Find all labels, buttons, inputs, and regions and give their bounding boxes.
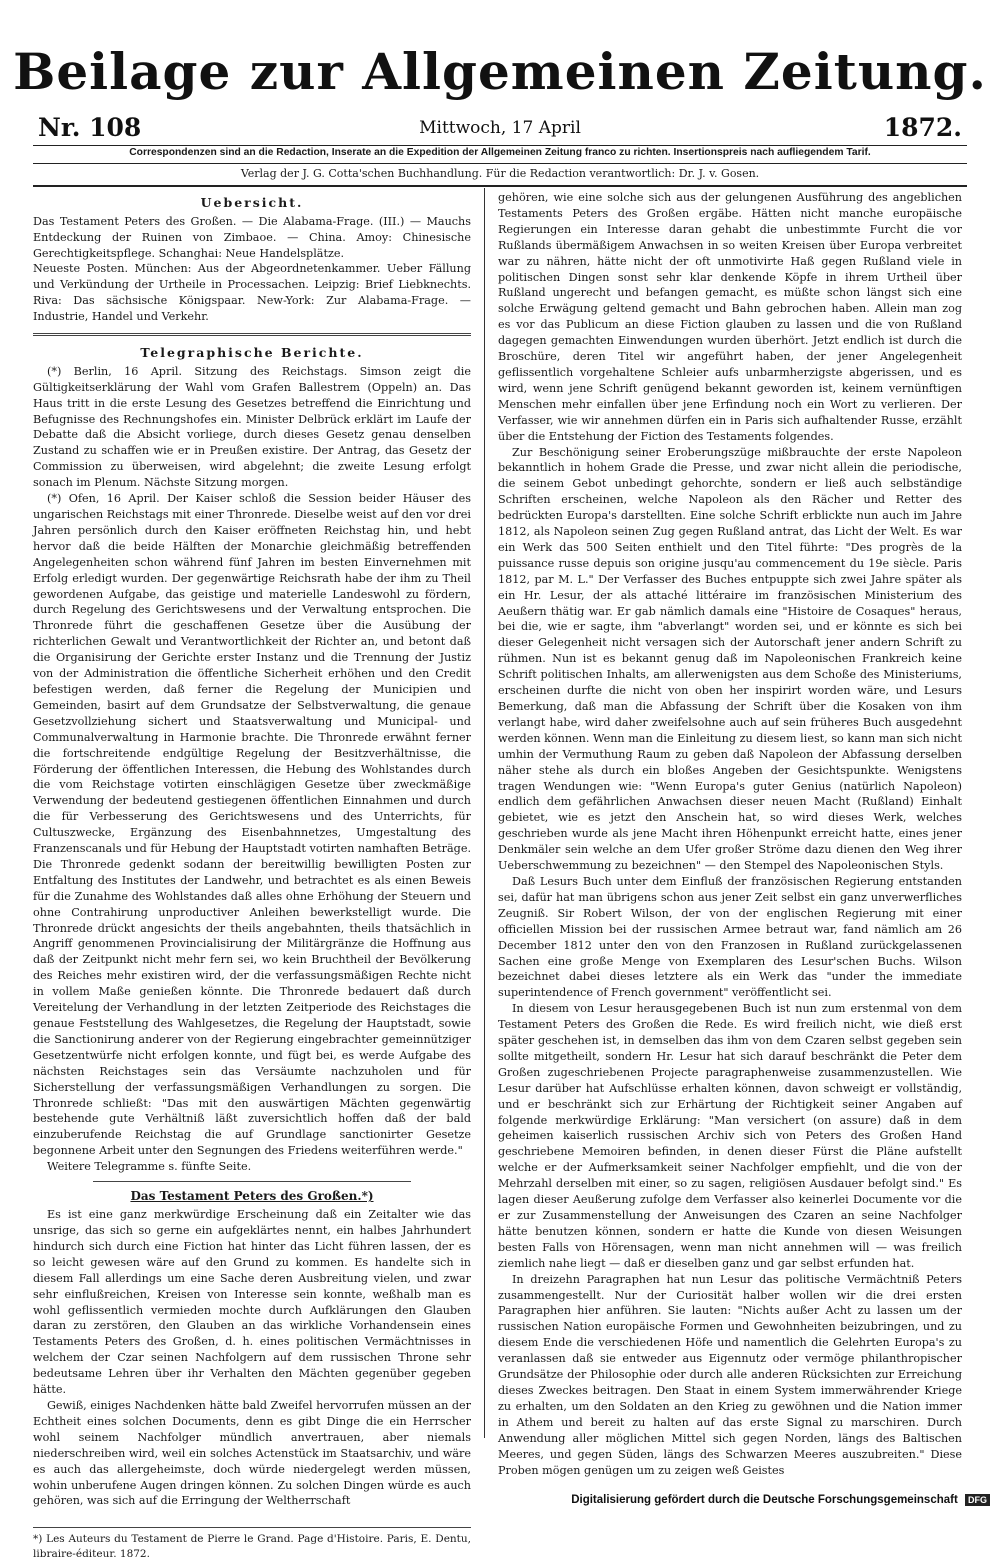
article-paragraph: In dreizehn Paragraphen hat nun Lesur das politische Vermächtniß Peters zusammengestellt. Nur der Curiosität halber wollen wir die drei ersten Paragraphen hier anführen. Sie lauten: "Nichts außer Acht zu lassen um der russischen Nation europäische Formen und Gewohnheiten beizubringen, und zu diesem Ende die verschiedenen Höfe und namentlich die Gelehrten Europa's zu veranlassen daß sie entweder aus Eigennutz oder vermöge philanthropischer Grundsätze der Philosophie oder durch alle anderen Rücksichten zur Erreichung dieses Zweckes beitragen. Den Staat in einem System immerwährender Kriege zu erhalten, um den Soldaten an den Krieg zu gewöhnen und die Nation immer in Athem und bereit zu halten auf das erste Signal zu marschiren. Durch Anwendung aller möglichen Mittel sich gegen Norden, längs des Baltischen Meeres, und gegen Süden, längs des Schwarzen Meeres auszubreiten." Diese Proben mögen genügen um zu zeigen weß Geistes — [498, 1272, 962, 1477]
publisher-line: Verlag der J. G. Cotta'schen Buchhandlung. Für die Redaction verantwortlich: Dr. J. v. Gosen. — [240, 167, 760, 180]
editorial-notice: Correspondenzen sind an die Redaction, Inserate an die Expedition der Allgemeinen Zeitung franco zu richten. Insertionspreis nach aufliegendem Tarif. — [129, 147, 871, 158]
article-paragraph: In diesem von Lesur herausgegebenen Buch ist nun zum erstenmal von dem Testament Peters des Großen die Rede. Es wird freilich nicht, wie dieß erst später geschehen ist, in demselben das ihm von dem Czaren selbst gegeben sein sollte mitgetheilt, sondern Hr. Lesur hat sich darauf beschränkt die Peter dem Großen zugeschriebenen Projecte paragraphenweise zusammenzustellen. Wie Lesur darüber hat Aufschlüsse erhalten können, davon schweigt er vollständig, und er beschränkt sich zur Erhärtung der Richtigkeit seiner Angaben auf folgende merkwürdige Erklärung: "Man versichert (on assure) daß in dem geheimen kaiserlich russischen Archiv sich von Peters des Großen Hand geschriebene Memoiren befinden, in denen dieser Fürst die Pläne aufstellt welche er der Aufmerksamkeit seiner Nachfolger empfiehlt, und die von der Mehrzahl derselben mit einer, so zu sagen, religiösen Ausdauer befolgt sind." Es lagen dieser Aeußerung zufolge dem Verfasser also keinerlei Documente vor die er zur Zusammenstellung der Anweisungen des Czaren an seine Nachfolger hätte benutzen können, sondern er hatte die Kunde von diesen Weisungen besten Falls von Hörensagen, wenn man nicht annehmen will — was freilich ziemlich nahe liegt — daß er dieselben ganz und gar selbst erfunden hat. — [498, 1002, 962, 1270]
header-rule — [33, 163, 967, 164]
article-paragraph: Daß Lesurs Buch unter dem Einfluß der französischen Regierung entstanden sei, dafür hat man übrigens schon aus jener Zeit selbst ein ganz unverwerfliches Zeugniß. Sir Robert Wilson, der von der englischen Regierung mit einer officiellen Mission bei der russischen Armee betraut war, fand nämlich am 26 December 1812 unter den von den Franzosen in Rußland zurückgelassenen Sachen eine große Menge von Exemplaren des Lesur'schen Buchs. Wilson bezeichnet dabei dieses letztere als ein Werk das "under the immediate superintendence of French government" veröffentlicht sei. — [498, 874, 962, 1000]
telegrams-heading: Telegraphische Berichte. — [140, 345, 364, 361]
header-rule — [33, 185, 967, 187]
left-column — [33, 190, 472, 1561]
header-rule — [33, 145, 967, 146]
issue-number: Nr. 108 — [38, 113, 142, 142]
column-divider — [484, 188, 485, 1438]
credit-text: Digitalisierung gefördert durch die Deutsche Forschungsgemeinschaft — [571, 1494, 958, 1506]
telegram-paragraph: (*) Berlin, 16 April. Sitzung des Reichstags. Simson zeigt die Gültigkeitserklärung der Wahl vom Grafen Ballestrem (Oppeln) an. Das Haus tritt in die erste Lesung des Gesetzes betreffend die Einrichtung und Befugnisse des Rechnungshofes ein. Minister Delbrück erklärt im Laufe der Debatte daß die Absicht vorliege, durch dieses Gesetz genau denselben Zustand zu schaffen wie er in Preußen existire. Der Antrag, das Gesetz der Commission zu überweisen, wird abgelehnt; die zweite Lesung erfolgt sonach im Plenum. Nächste Sitzung morgen. — [33, 364, 471, 490]
digitization-credit — [571, 1494, 990, 1506]
overview-section — [33, 194, 471, 325]
right-column — [498, 190, 962, 1477]
overview-text: Neueste Posten. München: Aus der Abgeordnetenkammer. Ueber Fällung und Verkündung der Urtheile in Processachen. Leipzig: Brief Liebknechts. Riva: Das sächsische Königspaar. New-York: Zur Alabama-Frage. — Industrie, Handel und Verkehr. — [33, 262, 471, 324]
article-paragraph: Gewiß, einiges Nachdenken hätte bald Zweifel hervorrufen müssen an der Echtheit eines solchen Documents, denn es gibt Dinge die ein Herrscher wohl seinem Nachfolger mündlich anvertrauen, aber niemals niederschreiben wird, weil ein solches Actenstück im Staatsarchiv, und wäre es auch das allergeheimste, doch würde niedergelegt werden müssen, wohin unberufene Augen dringen können. Zu solchen Dingen würde es auch gehören, was sich auf die Erringung der Weltherrschaft — [33, 1398, 471, 1508]
overview-heading: Uebersicht. — [200, 195, 304, 210]
article-paragraph: Es ist eine ganz merkwürdige Erscheinung daß ein Zeitalter wie das unsrige, das sich so gerne ein aufgeklärtes nennt, ein halbes Jahrhundert hindurch sich durch eine Fiction hat hinter das Licht führen lassen, der es so leicht gewesen wäre auf den Grund zu kommen. Es handelte sich in diesem Fall allerdings um eine Sache deren Ausbreitung vielen, und zwar sehr einflußreichen, Kreisen von Interesse sein konnte, weßhalb man es wohl geflissentlich vermieden mochte durch Aufklärungen den Glauben daran zu zerstören, den Glauben an das wirkliche Vorhandensein eines Testaments Peters des Großen, d. h. eines politischen Vermächtnisses in welchem der Czar seinen Nachfolgern auf dem russischen Throne sehr bedeutsame Lehren über ihr Verhalten den Mächten gegenüber gegeben hätte. — [33, 1208, 471, 1397]
issue-date: Mittwoch, 17 April — [419, 118, 581, 138]
section-divider — [93, 1181, 411, 1182]
footnote: *) Les Auteurs du Testament de Pierre le Grand. Page d'Histoire. Paris, E. Dentu, libraire-éditeur. 1872. — [33, 1527, 471, 1562]
article-heading: Das Testament Peters des Großen.*) — [130, 1189, 374, 1204]
masthead-title: Beilage zur Allgemeinen Zeitung. — [13, 42, 987, 101]
article-paragraph: gehören, wie eine solche sich aus der gelungenen Ausführung des angeblichen Testaments Peters des Großen ergäbe. Hätten nicht manche europäische Regierungen ein Interesse daran gehabt die unbestimmte Furcht die vor Rußlands übermäßigem Anwachsen in so weiten Kreisen über Europa verbreitet war zu nähren, hätte nicht der oft unmotivirte Haß gegen Rußland viele in politischen Dingen sonst sehr klar denkende Köpfe in ihrem Urtheil über Rußland ungerecht und befangen gemacht, es müßte schon längst sich eine solche Erwägung geltend gemacht und Bahn gebrochen haben. Allein man zog es vor das Publicum an diese Fiction glauben zu lassen und die von Rußland dagegen gemachten Einwendungen wurden überhört. Jetzt endlich ist durch die Broschüre, deren Titel wir angeführt haben, der jener Angelegenheit geflissentlich vorgehaltene Schleier aufs unbarmherzigste abgerissen, und es wird, wenn jene Schrift genügend bekannt geworden ist, keinem vernünftigen Menschen mehr einfallen über jene Erfindung noch ein Wort zu verlieren. Der Verfasser, wie wir annehmen dürfen ein in Paris sich aufhaltender Russe, erzählt über die Entstehung der Fiction des Testaments folgendes. — [498, 191, 962, 443]
telegram-paragraph: (*) Ofen, 16 April. Der Kaiser schloß die Session beider Häuser des ungarischen Reichstags mit einer Thronrede. Dieselbe weist auf den vor drei Jahren persönlich durch den Kaiser eröffneten Reichstag hin, und hebt hervor daß die beide Hälften der Monarchie gleichmäßig betreffenden Angelegenheiten schon während fünf Jahren im besten Einvernehmen mit Erfolg erledigt wurden. Der gegenwärtige Reichsrath habe der ihm zu Theil gewordenen Aufgabe, das geistige und materielle Landeswohl zu fördern, durch Regelung des Gerichtswesens und der Verwaltung entsprochen. Die Thronrede führt die geschaffenen Gesetze über die Ausübung der richterlichen Gewalt und Verantwortlichkeit der Richter an, und betont daß die Organisirung der Gerichte erster Instanz und die Trennung der Justiz von der Administration die öffentliche Sicherheit erhöhen und den Credit befestigen werden, daß ferner die Regelung der Municipien und Gemeinden, basirt auf dem Grundsatze der Selbstverwaltung, die genaue Gesetzvollziehung sichert und Staatsverwaltung und Municipal- und Communalverwaltung in Harmonie brachte. Die Thronrede erwähnt ferner die fortschreitende endgültige Regelung der Besitzverhältnisse, die Förderung der öffentlichen Interessen, die Hebung des Wohlstandes durch die vom Reichstage votirten einschlägigen Gesetze über zweckmäßige Verwendung der bedeutend gestiegenen öffentlichen Einnahmen und durch die für Verbesserung des Gerichtswesens und des Unterrichts, für Cultuszwecke, Ergänzung des Eisenbahnnetzes, Umgestaltung des Franzenscanals und für Hebung der Hauptstadt votirten namhaften Beträge. Die Thronrede gedenkt sodann der bereitwillig bewilligten Posten zur Entfaltung des Institutes der Landwehr, und betrachtet es als einen Beweis für die Zunahme des Wohlstandes daß alles ohne Erhöhung der Steuern und ohne Contrahirung unproductiver Anleihen bewerkstelligt wurde. Die Thronrede drückt angesichts der theils angebahnten, theils thatsächlich in Angriff genommenen Provincialisirung der Militärgränze die Hoffnung aus daß der Zeitpunkt nicht mehr fern sei, wo kein Bruchtheil der Bevölkerung des Reiches mehr existiren wird, der die verfassungsmäßigen Rechte nicht in vollem Maße genießen könnte. Die Thronrede bedauert daß durch Vereitelung der Verhandlung in der letzten Zeitperiode des Reichstages die genaue Feststellung des Wahlgesetzes, die Regelung der Hauptstadt, sowie die Sanctionirung anderer von der Regierung eingebrachter gemeinnütziger Gesetzentwürfe nicht erfolgen konnte, und fügt bei, es werde Aufgabe des nächsten Reichstages sein das Versäumte nachzuholen und für Sicherstellung der verfassungsmäßigen Verhandlungen zu sorgen. Die Thronrede schließt: "Das mit den auswärtigen Mächten gegenwärtig bestehende gute Verhältniß läßt zuversichtlich hoffen daß der bald einzuberufende Reichstag die auf Grundlage sanctionirter Gesetze begonnene Arbeit unter den Segnungen des Friedens weiterführen werde." — [33, 492, 472, 1158]
section-divider — [33, 333, 471, 336]
dfg-logo: DFG — [965, 1494, 990, 1506]
overview-text: Das Testament Peters des Großen. — Die Alabama-Frage. (III.) — Mauchs Entdeckung der Ruinen von Zimbaoe. — China. Amoy: Chinesische Gerechtigkeitspflege. Schanghai: Neue Handelsplätze. — [33, 214, 471, 260]
article-paragraph: Zur Beschönigung seiner Eroberungszüge mißbrauchte der erste Napoleon bekanntlich in hohem Grade die Presse, und zwar nicht allein die periodische, die seinem Gebot unbedingt gehorchte, sondern er ließ auch selbständige Schriften erscheinen, welche Napoleon als den Rächer und Retter des bedrückten Europa's darstellten. Eine solche Schrift erblickte nun auch im Jahre 1812, als Napoleon seinen Zug gegen Rußland antrat, das Licht der Welt. Es war ein Werk das 500 Seiten enthielt und den Titel führte: "Des progrès de la puissance russe depuis son origine jusqu'au commencement du 19e siècle. Paris 1812, par M. L." Der Verfasser des Buches entpuppte sich zwei Jahre später als ein Hr. Lesur, der als attaché littéraire im französischen Ministerium des Aeußern thätig war. Er gab nämlich damals eine "Histoire de Cosaques" heraus, bei die, wie er sagte, ihm "abverlangt" worden sei, und er könnte es sich bei dieser Gelegenheit nicht versagen sich der Autorschaft jener andern Schrift zu rühmen. Nun ist es bekannt genug daß im Napoleonischen Frankreich keine Schrift politischen Inhalts, am allerwenigsten aus dem Schoße des Ministeriums, erscheinen durfte die nicht von oben her inspirirt worden wäre, und Lesurs Bemerkung, daß man die Abfassung der Schrift über die Kosaken von ihm verlangt habe, wird daher zweifelsohne auch auf sein früheres Buch ausgedehnt werden können. Wenn man die Einleitung zu diesem liest, so kann man sich nicht umhin der Vermuthung Raum zu geben daß Napoleon der Abfassung derselben näher stehe als durch ein bloßes Angeben der Gesichtspunkte. Wenigstens tragen Wendungen wie: "Wenn Europa's guter Genius (natürlich Napoleon) endlich dem gefährlichen Anwachsen dieser neuen Macht (Rußland) Einhalt gebietet, wie es jetzt den Anschein hat, so wird dieses Werk, welches geschrieben wurde als jene Macht ihren Höhenpunkt erreicht hatte, eines jener Denkmäler sein welche an dem Ufer großer Ströme dazu dienen den Weg ihrer Ueberschwemmung zu bezeichnen" — den Stempel des Napoleonischen Styls. — [498, 445, 962, 873]
issue-year: 1872. — [883, 113, 962, 142]
telegram-paragraph: Weitere Telegramme s. fünfte Seite. — [47, 1160, 252, 1174]
